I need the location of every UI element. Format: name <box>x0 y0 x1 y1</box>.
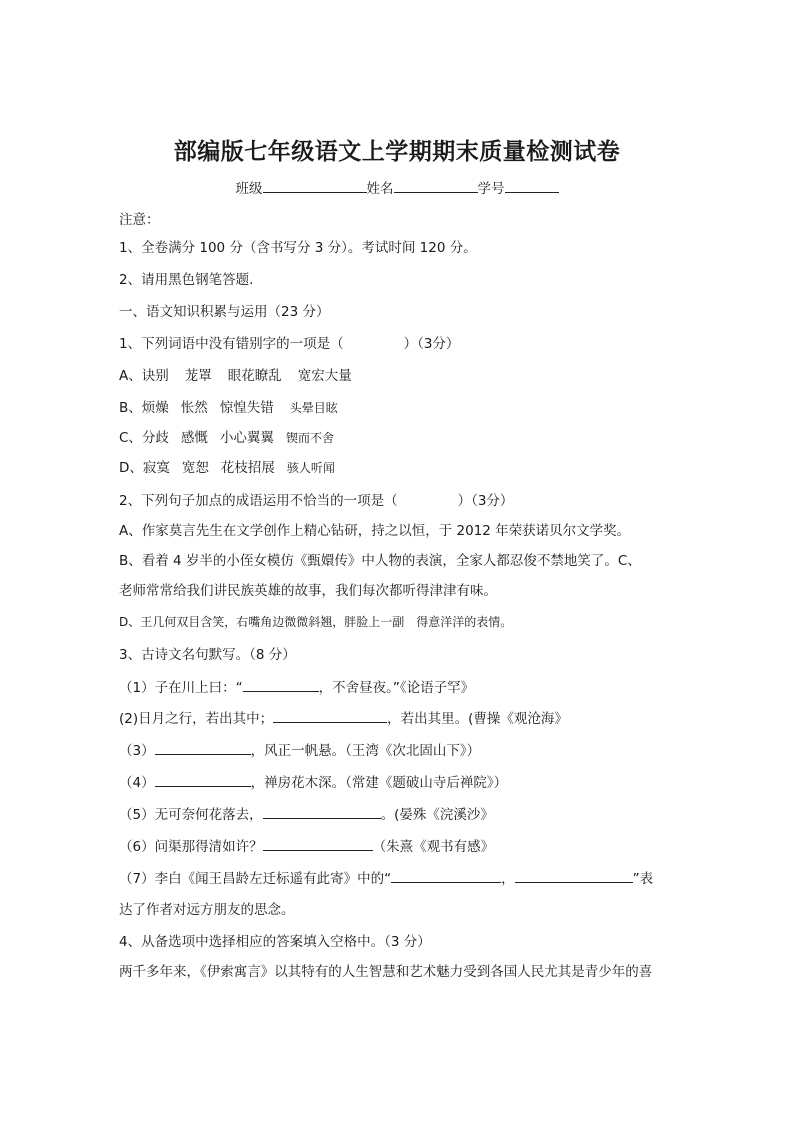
option-word: 骇人听闻 <box>286 461 335 475</box>
q3-text: （4） <box>119 775 155 791</box>
question-2-score: ）（3分） <box>457 493 514 509</box>
q3-text: ”表 <box>632 871 654 887</box>
q3-text: （7）李白《闻王昌龄左迁标遥有此寄》中的“ <box>119 871 392 887</box>
option-word: 感慨 <box>180 430 208 446</box>
name-blank <box>394 178 478 193</box>
note-2: 2、请用黑色钢笔答题. <box>119 272 254 288</box>
q3-item-1 <box>119 677 474 698</box>
option-word: 锲而不舍 <box>285 431 334 445</box>
option-word: 宽恕 <box>181 460 209 476</box>
q3-text: ， <box>501 871 515 887</box>
answer-blank <box>273 708 387 723</box>
question-4-text: 两千多年来，《伊索寓言》以其特有的人生智慧和艺术魅力受到各国人民尤其是青少年的喜 <box>119 964 653 980</box>
q1-option-c <box>119 428 334 448</box>
q2-option-a: A、作家莫言先生在文学创作上精心钻研，持之以恒，于 2012 年荣获诺贝尔文学奖。 <box>119 523 631 539</box>
id-blank <box>505 178 559 193</box>
notes-label: 注意： <box>119 212 160 228</box>
q3-item-7-cont: 达了作者对远方朋友的思念。 <box>119 902 295 918</box>
answer-blank <box>155 740 251 755</box>
option-letter: D、 <box>119 460 143 476</box>
answer-blank <box>515 868 633 883</box>
q3-text: ，不舍昼夜。”《论语子罕》 <box>318 680 475 696</box>
option-letter: C、 <box>119 430 142 446</box>
option-word: 分歧 <box>141 430 169 446</box>
q2-option-c: 老师常常给我们讲民族英雄的故事，我们每次都听得津津有味。 <box>119 583 497 599</box>
option-word: 诀别 <box>141 368 169 384</box>
option-word: 眼花瞭乱 <box>227 368 282 384</box>
q3-item-2 <box>119 708 568 729</box>
option-letter: A、 <box>119 368 142 384</box>
q3-text: （1）子在川上曰：“ <box>119 680 243 696</box>
answer-blank <box>263 836 373 851</box>
question-2-stem <box>119 491 513 511</box>
option-word: 寂寞 <box>142 460 170 476</box>
q3-item-3 <box>119 740 480 761</box>
option-word: 烦燥 <box>141 400 169 416</box>
answer-blank <box>155 772 251 787</box>
q3-text: (2)日月之行，若出其中； <box>119 711 274 727</box>
q3-item-6 <box>119 836 494 857</box>
q3-text: 。(晏殊《浣溪沙》 <box>380 807 494 823</box>
q3-item-5 <box>119 804 494 825</box>
answer-blank <box>243 677 319 692</box>
section-1-heading: 一、语文知识积累与运用（23 分） <box>119 304 330 320</box>
q3-text: ，风正一帆悬。（王湾《次北固山下》） <box>250 743 481 759</box>
name-label: 姓名 <box>366 181 394 197</box>
question-2-stem-text: 2、下列句子加点的成语运用不恰当的一项是（ <box>119 493 398 509</box>
q3-text: （3） <box>119 743 155 759</box>
option-word: 惊惶失错 <box>219 400 274 416</box>
option-word: 花枝招展 <box>220 460 275 476</box>
answer-blank <box>263 804 381 819</box>
note-1: 1、全卷满分 100 分（含书写分 3 分）。考试时间 120 分。 <box>119 240 477 256</box>
q2-option-d: D、王几何双目含笑，右嘴角边微微斜翘，胖脸上一副 得意洋洋的表情。 <box>119 615 513 629</box>
q1-option-a <box>119 366 352 386</box>
option-word: 宽宏大量 <box>297 368 352 384</box>
q3-text: ，禅房花木深。（常建《题破山寺后禅院》） <box>250 775 508 791</box>
option-word: 小心翼翼 <box>219 430 274 446</box>
question-1-stem <box>119 334 459 354</box>
option-word: 头晕目眩 <box>289 401 338 415</box>
answer-blank <box>391 868 501 883</box>
class-blank <box>263 178 367 193</box>
question-1-stem-text: 1、下列词语中没有错别字的一项是（ <box>119 336 344 352</box>
page-title: 部编版七年级语文上学期期末质量检测试卷 <box>173 139 621 165</box>
question-3-stem: 3、古诗文名句默写。（8 分） <box>119 647 296 663</box>
q1-option-b <box>119 398 338 418</box>
q3-text: ，若出其里。(曹操《观沧海》 <box>387 711 568 727</box>
question-4-stem: 4、从备选项中选择相应的答案填入空格中。（3 分） <box>119 934 431 950</box>
q3-text: （5）无可奈何花落去， <box>119 807 263 823</box>
q2-option-b: B、看着 4 岁半的小侄女模仿《甄嬛传》中人物的表演，全家人都忍俊不禁地笑了。C、 <box>119 553 641 569</box>
option-word: 怅然 <box>180 400 208 416</box>
q3-item-7 <box>119 868 653 889</box>
option-letter: B、 <box>119 400 142 416</box>
q3-item-4 <box>119 772 507 793</box>
option-word: 茏罩 <box>184 368 212 384</box>
q3-text: （朱熹《观书有感》 <box>372 839 495 855</box>
student-info-row <box>0 178 794 199</box>
class-label: 班级 <box>235 181 263 197</box>
q1-option-d <box>119 458 335 478</box>
id-label: 学号 <box>477 181 505 197</box>
q3-text: （6）问渠那得清如许？ <box>119 839 263 855</box>
question-1-score: ）（3分） <box>403 336 460 352</box>
